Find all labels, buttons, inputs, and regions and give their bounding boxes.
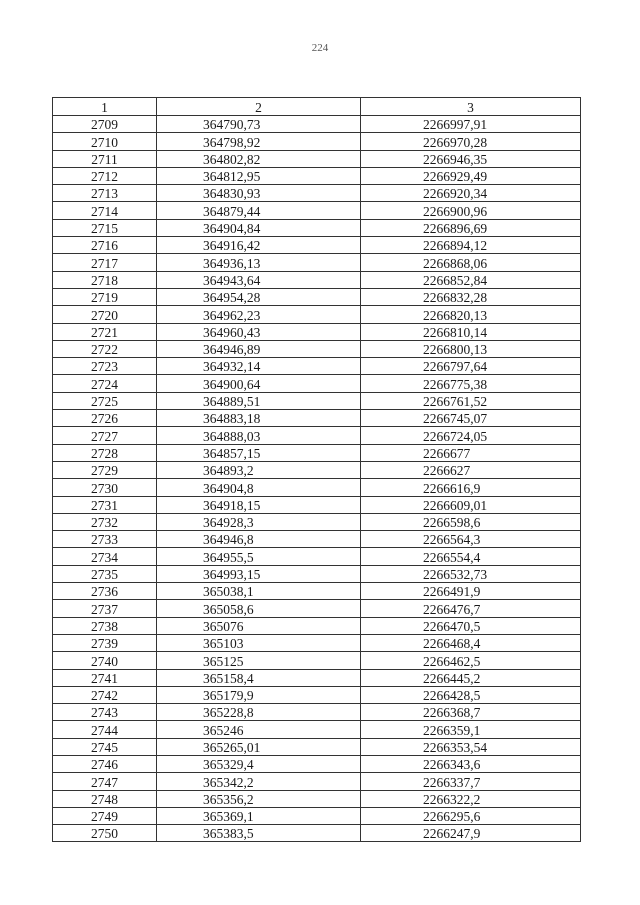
table-row bbox=[53, 410, 581, 427]
table-row bbox=[53, 790, 581, 807]
point-number-cell: 2713 bbox=[53, 185, 157, 202]
point-number-cell: 2731 bbox=[53, 496, 157, 513]
table-row bbox=[53, 133, 581, 150]
x-coordinate-cell: 364960,43 bbox=[157, 323, 361, 340]
y-coordinate-cell: 2266929,49 bbox=[361, 167, 581, 184]
y-coordinate-cell: 2266724,05 bbox=[361, 427, 581, 444]
point-number-cell: 2748 bbox=[53, 790, 157, 807]
y-coordinate-cell: 2266343,6 bbox=[361, 755, 581, 772]
table-row bbox=[53, 738, 581, 755]
x-coordinate-cell: 365383,5 bbox=[157, 825, 361, 842]
point-number-cell: 2745 bbox=[53, 738, 157, 755]
table-row bbox=[53, 271, 581, 288]
table-row bbox=[53, 531, 581, 548]
table-row bbox=[53, 306, 581, 323]
point-number-cell: 2714 bbox=[53, 202, 157, 219]
table-row bbox=[53, 807, 581, 824]
point-number-cell: 2749 bbox=[53, 807, 157, 824]
y-coordinate-cell: 2266445,2 bbox=[361, 669, 581, 686]
y-coordinate-cell: 2266247,9 bbox=[361, 825, 581, 842]
table-row bbox=[53, 167, 581, 184]
y-coordinate-cell: 2266616,9 bbox=[361, 479, 581, 496]
y-coordinate-cell: 2266900,96 bbox=[361, 202, 581, 219]
x-coordinate-cell: 364857,15 bbox=[157, 444, 361, 461]
y-coordinate-cell: 2266896,69 bbox=[361, 219, 581, 236]
table-row bbox=[53, 254, 581, 271]
column-header-2: 2 bbox=[157, 98, 361, 116]
x-coordinate-cell: 365038,1 bbox=[157, 583, 361, 600]
y-coordinate-cell: 2266920,34 bbox=[361, 185, 581, 202]
y-coordinate-cell: 2266820,13 bbox=[361, 306, 581, 323]
x-coordinate-cell: 365356,2 bbox=[157, 790, 361, 807]
y-coordinate-cell: 2266970,28 bbox=[361, 133, 581, 150]
table-row bbox=[53, 652, 581, 669]
table-row bbox=[53, 375, 581, 392]
point-number-cell: 2734 bbox=[53, 548, 157, 565]
column-header-3: 3 bbox=[361, 98, 581, 116]
table-row bbox=[53, 461, 581, 478]
y-coordinate-cell: 2266468,4 bbox=[361, 634, 581, 651]
y-coordinate-cell: 2266894,12 bbox=[361, 237, 581, 254]
x-coordinate-cell: 364932,14 bbox=[157, 358, 361, 375]
y-coordinate-cell: 2266775,38 bbox=[361, 375, 581, 392]
y-coordinate-cell: 2266598,6 bbox=[361, 513, 581, 530]
y-coordinate-cell: 2266564,3 bbox=[361, 531, 581, 548]
point-number-cell: 2727 bbox=[53, 427, 157, 444]
x-coordinate-cell: 364904,84 bbox=[157, 219, 361, 236]
x-coordinate-cell: 364790,73 bbox=[157, 116, 361, 133]
y-coordinate-cell: 2266832,28 bbox=[361, 288, 581, 305]
table-row bbox=[53, 479, 581, 496]
y-coordinate-cell: 2266353,54 bbox=[361, 738, 581, 755]
x-coordinate-cell: 364943,64 bbox=[157, 271, 361, 288]
table-row bbox=[53, 721, 581, 738]
point-number-cell: 2709 bbox=[53, 116, 157, 133]
table-row bbox=[53, 565, 581, 582]
x-coordinate-cell: 364893,2 bbox=[157, 461, 361, 478]
point-number-cell: 2732 bbox=[53, 513, 157, 530]
point-number-cell: 2729 bbox=[53, 461, 157, 478]
y-coordinate-cell: 2266800,13 bbox=[361, 340, 581, 357]
y-coordinate-cell: 2266295,6 bbox=[361, 807, 581, 824]
y-coordinate-cell: 2266322,2 bbox=[361, 790, 581, 807]
y-coordinate-cell: 2266852,84 bbox=[361, 271, 581, 288]
table-row bbox=[53, 634, 581, 651]
coordinates-table bbox=[52, 97, 581, 842]
table-row bbox=[53, 392, 581, 409]
point-number-cell: 2725 bbox=[53, 392, 157, 409]
table-row bbox=[53, 202, 581, 219]
table-row bbox=[53, 150, 581, 167]
point-number-cell: 2710 bbox=[53, 133, 157, 150]
table-row bbox=[53, 237, 581, 254]
table-row bbox=[53, 617, 581, 634]
x-coordinate-cell: 365342,2 bbox=[157, 773, 361, 790]
table-row bbox=[53, 669, 581, 686]
point-number-cell: 2724 bbox=[53, 375, 157, 392]
y-coordinate-cell: 2266627 bbox=[361, 461, 581, 478]
point-number-cell: 2740 bbox=[53, 652, 157, 669]
page-number: 224 bbox=[311, 42, 329, 54]
table-row bbox=[53, 219, 581, 236]
x-coordinate-cell: 364946,8 bbox=[157, 531, 361, 548]
table-row bbox=[53, 340, 581, 357]
table-row bbox=[53, 773, 581, 790]
point-number-cell: 2719 bbox=[53, 288, 157, 305]
y-coordinate-cell: 2266868,06 bbox=[361, 254, 581, 271]
x-coordinate-cell: 364946,89 bbox=[157, 340, 361, 357]
x-coordinate-cell: 365228,8 bbox=[157, 704, 361, 721]
table-row bbox=[53, 686, 581, 703]
y-coordinate-cell: 2266810,14 bbox=[361, 323, 581, 340]
x-coordinate-cell: 364928,3 bbox=[157, 513, 361, 530]
point-number-cell: 2716 bbox=[53, 237, 157, 254]
point-number-cell: 2750 bbox=[53, 825, 157, 842]
point-number-cell: 2746 bbox=[53, 755, 157, 772]
table-row bbox=[53, 600, 581, 617]
y-coordinate-cell: 2266428,5 bbox=[361, 686, 581, 703]
x-coordinate-cell: 364812,95 bbox=[157, 167, 361, 184]
y-coordinate-cell: 2266337,7 bbox=[361, 773, 581, 790]
point-number-cell: 2733 bbox=[53, 531, 157, 548]
table-row bbox=[53, 548, 581, 565]
table-row bbox=[53, 583, 581, 600]
point-number-cell: 2720 bbox=[53, 306, 157, 323]
x-coordinate-cell: 364904,8 bbox=[157, 479, 361, 496]
point-number-cell: 2735 bbox=[53, 565, 157, 582]
x-coordinate-cell: 365329,4 bbox=[157, 755, 361, 772]
point-number-cell: 2737 bbox=[53, 600, 157, 617]
point-number-cell: 2743 bbox=[53, 704, 157, 721]
x-coordinate-cell: 364802,82 bbox=[157, 150, 361, 167]
table-header bbox=[53, 98, 581, 116]
table-row bbox=[53, 444, 581, 461]
x-coordinate-cell: 364889,51 bbox=[157, 392, 361, 409]
x-coordinate-cell: 364798,92 bbox=[157, 133, 361, 150]
table-row bbox=[53, 496, 581, 513]
y-coordinate-cell: 2266491,9 bbox=[361, 583, 581, 600]
y-coordinate-cell: 2266677 bbox=[361, 444, 581, 461]
x-coordinate-cell: 365179,9 bbox=[157, 686, 361, 703]
table-row bbox=[53, 513, 581, 530]
y-coordinate-cell: 2266745,07 bbox=[361, 410, 581, 427]
x-coordinate-cell: 364879,44 bbox=[157, 202, 361, 219]
x-coordinate-cell: 364900,64 bbox=[157, 375, 361, 392]
point-number-cell: 2742 bbox=[53, 686, 157, 703]
x-coordinate-cell: 365246 bbox=[157, 721, 361, 738]
table-row bbox=[53, 825, 581, 842]
x-coordinate-cell: 365076 bbox=[157, 617, 361, 634]
table-row bbox=[53, 185, 581, 202]
point-number-cell: 2728 bbox=[53, 444, 157, 461]
table-row bbox=[53, 704, 581, 721]
y-coordinate-cell: 2266554,4 bbox=[361, 548, 581, 565]
table-body bbox=[53, 116, 581, 842]
x-coordinate-cell: 364830,93 bbox=[157, 185, 361, 202]
point-number-cell: 2736 bbox=[53, 583, 157, 600]
y-coordinate-cell: 2266368,7 bbox=[361, 704, 581, 721]
y-coordinate-cell: 2266797,64 bbox=[361, 358, 581, 375]
table-row bbox=[53, 116, 581, 133]
point-number-cell: 2741 bbox=[53, 669, 157, 686]
point-number-cell: 2718 bbox=[53, 271, 157, 288]
point-number-cell: 2721 bbox=[53, 323, 157, 340]
point-number-cell: 2747 bbox=[53, 773, 157, 790]
table-row bbox=[53, 288, 581, 305]
table-row bbox=[53, 427, 581, 444]
y-coordinate-cell: 2266609,01 bbox=[361, 496, 581, 513]
point-number-cell: 2730 bbox=[53, 479, 157, 496]
x-coordinate-cell: 365369,1 bbox=[157, 807, 361, 824]
x-coordinate-cell: 364918,15 bbox=[157, 496, 361, 513]
x-coordinate-cell: 365158,4 bbox=[157, 669, 361, 686]
header-row bbox=[53, 98, 581, 116]
point-number-cell: 2726 bbox=[53, 410, 157, 427]
x-coordinate-cell: 364888,03 bbox=[157, 427, 361, 444]
point-number-cell: 2723 bbox=[53, 358, 157, 375]
table-row bbox=[53, 358, 581, 375]
y-coordinate-cell: 2266761,52 bbox=[361, 392, 581, 409]
table-row bbox=[53, 755, 581, 772]
x-coordinate-cell: 365265,01 bbox=[157, 738, 361, 755]
x-coordinate-cell: 365058,6 bbox=[157, 600, 361, 617]
y-coordinate-cell: 2266946,35 bbox=[361, 150, 581, 167]
y-coordinate-cell: 2266470,5 bbox=[361, 617, 581, 634]
y-coordinate-cell: 2266359,1 bbox=[361, 721, 581, 738]
point-number-cell: 2711 bbox=[53, 150, 157, 167]
y-coordinate-cell: 2266462,5 bbox=[361, 652, 581, 669]
column-header-1: 1 bbox=[53, 98, 157, 116]
point-number-cell: 2715 bbox=[53, 219, 157, 236]
x-coordinate-cell: 364954,28 bbox=[157, 288, 361, 305]
x-coordinate-cell: 364993,15 bbox=[157, 565, 361, 582]
point-number-cell: 2738 bbox=[53, 617, 157, 634]
x-coordinate-cell: 365125 bbox=[157, 652, 361, 669]
point-number-cell: 2739 bbox=[53, 634, 157, 651]
x-coordinate-cell: 364883,18 bbox=[157, 410, 361, 427]
y-coordinate-cell: 2266997,91 bbox=[361, 116, 581, 133]
y-coordinate-cell: 2266476,7 bbox=[361, 600, 581, 617]
x-coordinate-cell: 364962,23 bbox=[157, 306, 361, 323]
x-coordinate-cell: 364936,13 bbox=[157, 254, 361, 271]
table-row bbox=[53, 323, 581, 340]
y-coordinate-cell: 2266532,73 bbox=[361, 565, 581, 582]
x-coordinate-cell: 365103 bbox=[157, 634, 361, 651]
point-number-cell: 2717 bbox=[53, 254, 157, 271]
x-coordinate-cell: 364916,42 bbox=[157, 237, 361, 254]
x-coordinate-cell: 364955,5 bbox=[157, 548, 361, 565]
point-number-cell: 2744 bbox=[53, 721, 157, 738]
point-number-cell: 2722 bbox=[53, 340, 157, 357]
point-number-cell: 2712 bbox=[53, 167, 157, 184]
